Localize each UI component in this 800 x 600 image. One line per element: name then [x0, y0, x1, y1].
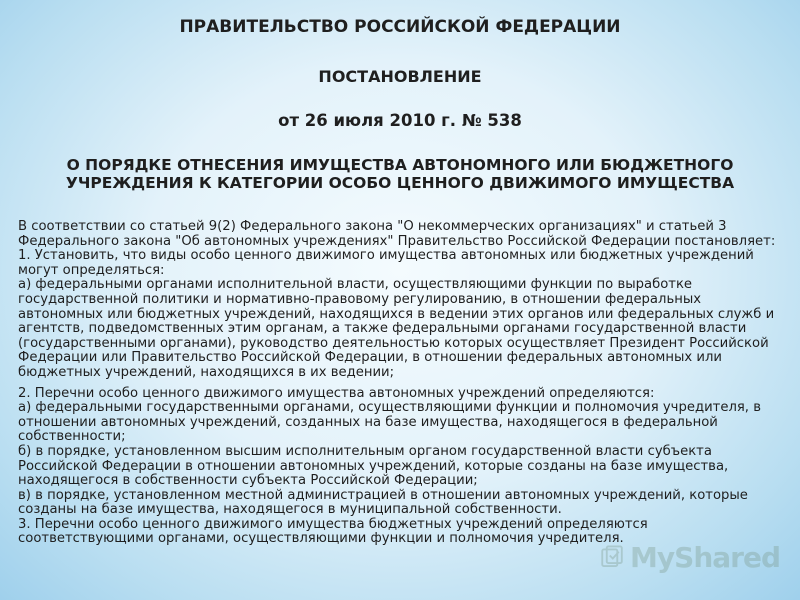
document-date-number: от 26 июля 2010 г. № 538: [278, 111, 522, 130]
clause-1a: а) федеральными органами исполнительной власти, осуществляющими функции по выработке государственной политики и нормативно-правовому регулированию, в отношении федеральных автономных или бюджетных учреждений, находящихся в ведении этих органов или федеральных служб и агентств, подведомственных этим органам, а также федеральными органами государственной власти (государственными органами), руководство деятельностью которых осуществляет Президент Российской Федерации или Правительство Российской Федерации, в отношении федеральных автономных или бюджетных учреждений, находящихся в их ведении;: [18, 277, 775, 380]
clause-2a: а) федеральными государственными органами, осуществляющими функции и полномочия учредителя, в отношении автономных учреждений, созданных на базе имущества, находящегося в федеральной собственности;: [18, 400, 761, 445]
clause-2b: б) в порядке, установленном высшим исполнительным органом государственной власти субъекта Российской Федерации в отношении автономных учреждений, которые созданы на базе имущества, находящегося в собственности субъекта Российской Федерации;: [18, 443, 729, 489]
intro-paragraph: В соответствии со статьей 9(2) Федерального закона "О некоммерческих организациях" и статьей 3 Федерального закона "Об автономных учреждениях" Правительство Российской Федерации постановляет:: [18, 219, 776, 249]
clause-2c: в) в порядке, установленном местной администрацией в отношении автономных учреждений, которые созданы на базе имущества, находящегося в муниципальной собственности.: [18, 487, 748, 518]
document-title: О ПОРЯДКЕ ОТНЕСЕНИЯ ИМУЩЕСТВА АВТОНОМНОГО ИЛИ БЮДЖЕТНОГО УЧРЕЖДЕНИЯ К КАТЕГОРИИ ОСОБО ЦЕННОГО ДВИЖИМОГО ИМУЩЕСТВА: [65, 156, 735, 192]
document-type: ПОСТАНОВЛЕНИЕ: [318, 67, 482, 86]
government-heading: ПРАВИТЕЛЬСТВО РОССИЙСКОЙ ФЕДЕРАЦИИ: [179, 17, 621, 37]
clause-2: 2. Перечни особо ценного движимого имущества автономных учреждений определяются:: [18, 385, 655, 401]
clause-1: 1. Установить, что виды особо ценного движимого имущества автономных или бюджетных учреждений могут определяться:: [18, 248, 754, 278]
clause-3: 3. Перечни особо ценного движимого имущества бюджетных учреждений определяются соответствующими органами, осуществляющими функции и полномочия учредителя.: [18, 516, 648, 547]
myshared-logo-icon: [600, 541, 624, 573]
watermark: [600, 538, 780, 576]
watermark-text: MyShared: [630, 540, 780, 574]
document-body: [18, 220, 782, 547]
